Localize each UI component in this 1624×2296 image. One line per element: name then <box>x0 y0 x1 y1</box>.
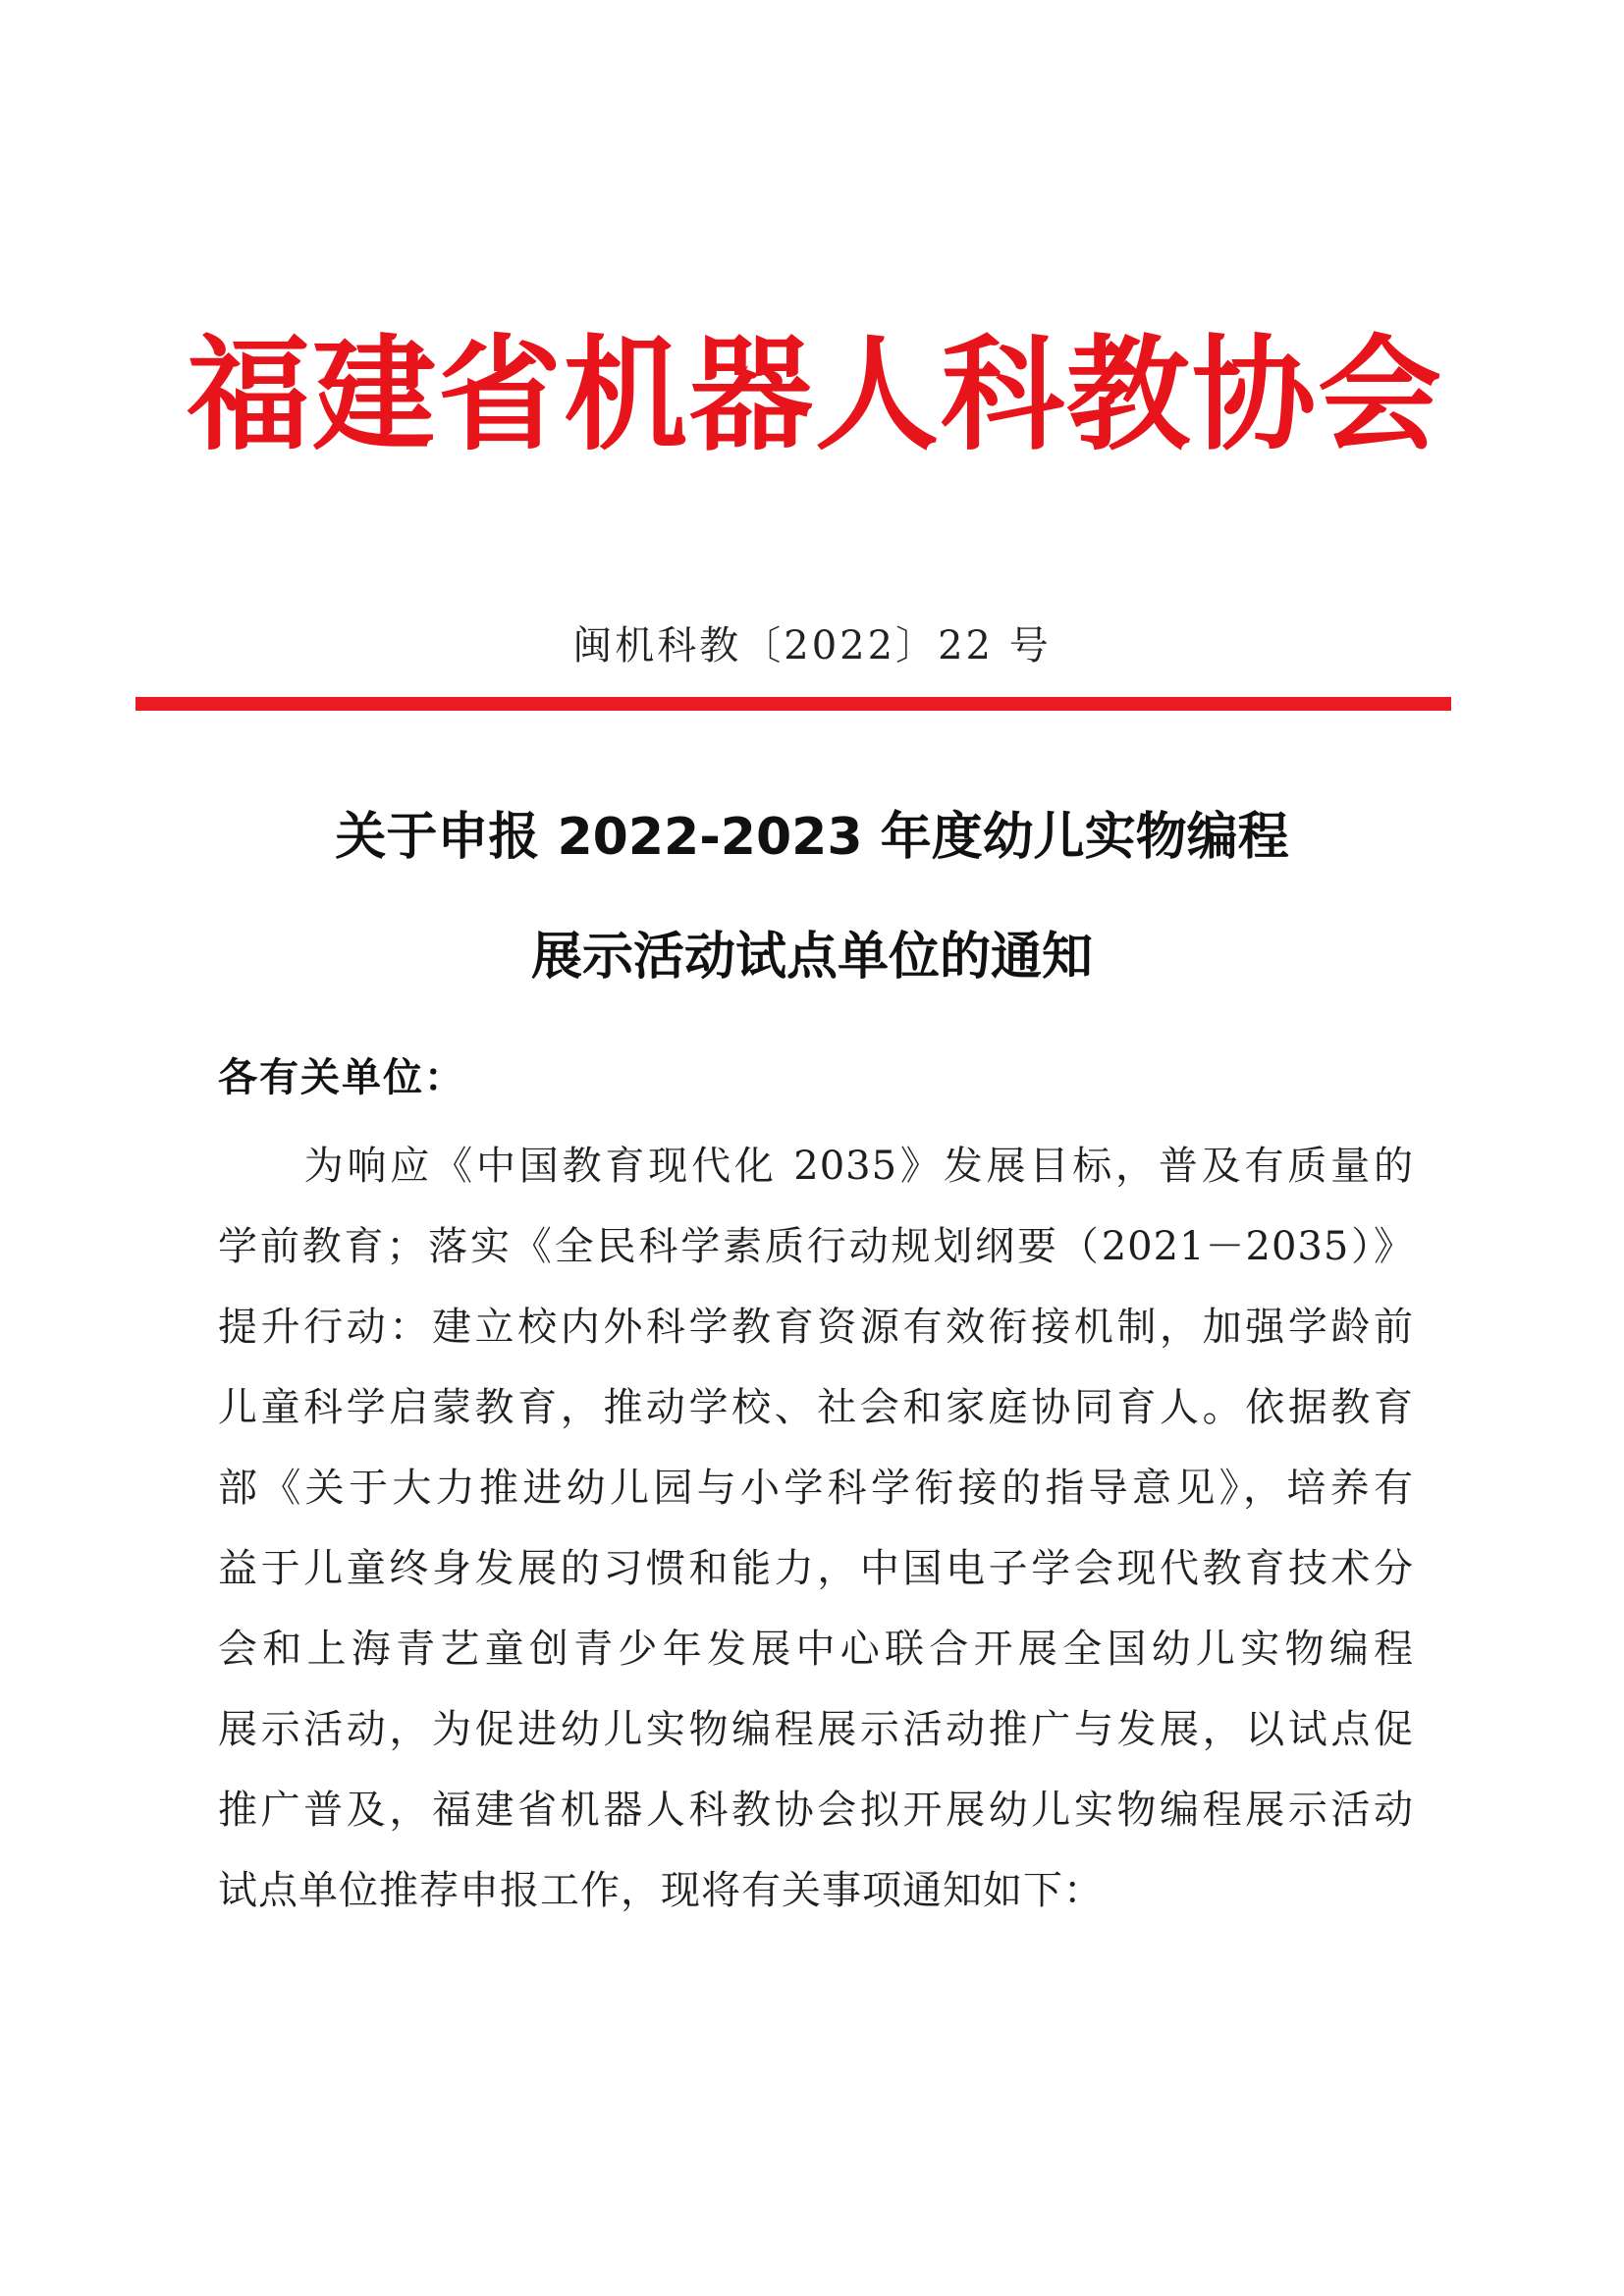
letterhead-red-rule <box>135 697 1451 711</box>
body-line-2: 学前教育；落实《全民科学素质行动规划纲要（2021－2035）》 <box>218 1224 1414 1269</box>
body-line-5: 部《关于大力推进幼儿园与小学科学衔接的指导意见》，培养有 <box>218 1466 1414 1511</box>
body-line-10: 试点单位推荐申报工作，现将有关事项通知如下： <box>218 1868 1104 1913</box>
document-number: 闽机科教〔2022〕22 号 <box>572 623 1052 668</box>
notice-title-line-1: 关于申报 2022-2023 年度幼儿实物编程 <box>335 808 1289 867</box>
body-line-8: 展示活动，为促进幼儿实物编程展示活动推广与发展，以试点促 <box>218 1707 1414 1752</box>
body-line-6: 益于儿童终身发展的习惯和能力，中国电子学会现代教育技术分 <box>218 1546 1414 1591</box>
notice-title-line-2: 展示活动试点单位的通知 <box>530 928 1093 987</box>
body-line-9: 推广普及，福建省机器人科教协会拟开展幼儿实物编程展示活动 <box>218 1788 1414 1833</box>
letterhead-organization-name: 福建省机器人科教协会 <box>187 323 1443 467</box>
body-line-3: 提升行动：建立校内外科学教育资源有效衔接机制，加强学龄前 <box>218 1305 1414 1350</box>
body-line-7: 会和上海青艺童创青少年发展中心联合开展全国幼儿实物编程 <box>218 1627 1414 1672</box>
body-line-4: 儿童科学启蒙教育，推动学校、社会和家庭协同育人。依据教育 <box>218 1385 1414 1430</box>
salutation: 各有关单位： <box>218 1055 465 1100</box>
body-line-1: 为响应《中国教育现代化 2035》发展目标，普及有质量的 <box>218 1144 1414 1189</box>
